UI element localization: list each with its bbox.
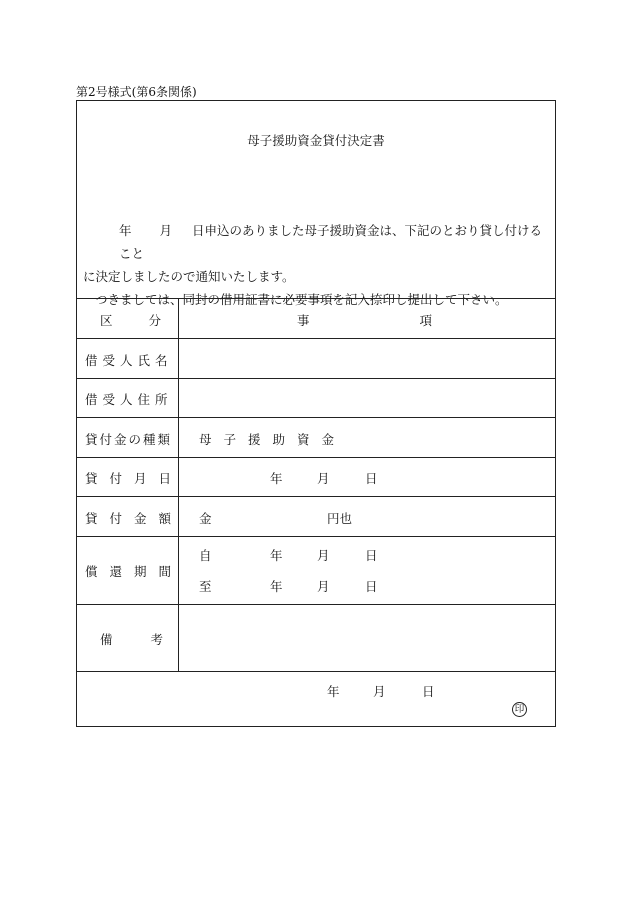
footer-day: 日 [422,684,435,699]
row-divider [77,378,555,379]
header-category: 区 分 [100,313,162,328]
intro-year: 年 [119,223,132,238]
loan-type-value: 母子援助資金 [199,432,347,447]
row-divider [77,536,555,537]
loan-date-year: 年 [270,471,283,486]
repayment-to-day: 日 [365,579,378,594]
intro-line-1 [83,219,549,265]
repayment-period-label: 償 還 期 間 [85,564,171,579]
row-divider [77,417,555,418]
header-item: 事 項 [297,313,433,328]
loan-date-month: 月 [317,471,330,486]
intro-line-3: つきましては、同封の借用証書に必要事項を記入捺印し提出して下さい。 [95,292,508,307]
seal-mark: 印 [512,702,527,717]
row-divider [77,604,555,605]
repayment-from-year: 年 [270,548,283,563]
repayment-to-year: 年 [270,579,283,594]
row-divider [77,457,555,458]
repayment-to: 至 [199,579,212,594]
decision-form [76,100,556,727]
loan-amount-prefix: 金 [199,511,212,526]
loan-date-day: 日 [365,471,378,486]
remarks-label: 備 考 [100,632,164,647]
column-divider [178,298,179,671]
table-top-border [77,298,555,299]
footer-month: 月 [373,684,386,699]
borrower-name-label: 借受人氏名 [85,353,173,368]
loan-amount-suffix: 円也 [327,511,353,526]
intro-month: 月 [159,223,173,238]
intro-line-1-rest: 日申込のありました母子援助資金は、下記のとおり貸し付けること [119,223,543,261]
footer-year: 年 [327,684,340,699]
repayment-from-month: 月 [317,548,330,563]
loan-date-label [85,469,171,487]
row-divider [77,496,555,497]
repayment-from: 自 [199,548,212,563]
intro-line-2: に決定しましたので通知いたします。 [83,269,295,284]
borrower-address-label: 借受人住所 [85,392,173,407]
repayment-from-day: 日 [365,548,378,563]
table-bottom-border [77,671,555,672]
form-number: 第2号様式(第6条関係) [76,85,197,99]
loan-type-label: 貸付金の種類 [85,432,173,447]
loan-amount-label: 貸 付 金 額 [85,511,171,526]
document-title: 母子援助資金貸付決定書 [247,133,385,148]
loan-date-label-text: 貸 付 月 日 [85,471,171,486]
row-divider [77,338,555,339]
repayment-to-month: 月 [317,579,330,594]
